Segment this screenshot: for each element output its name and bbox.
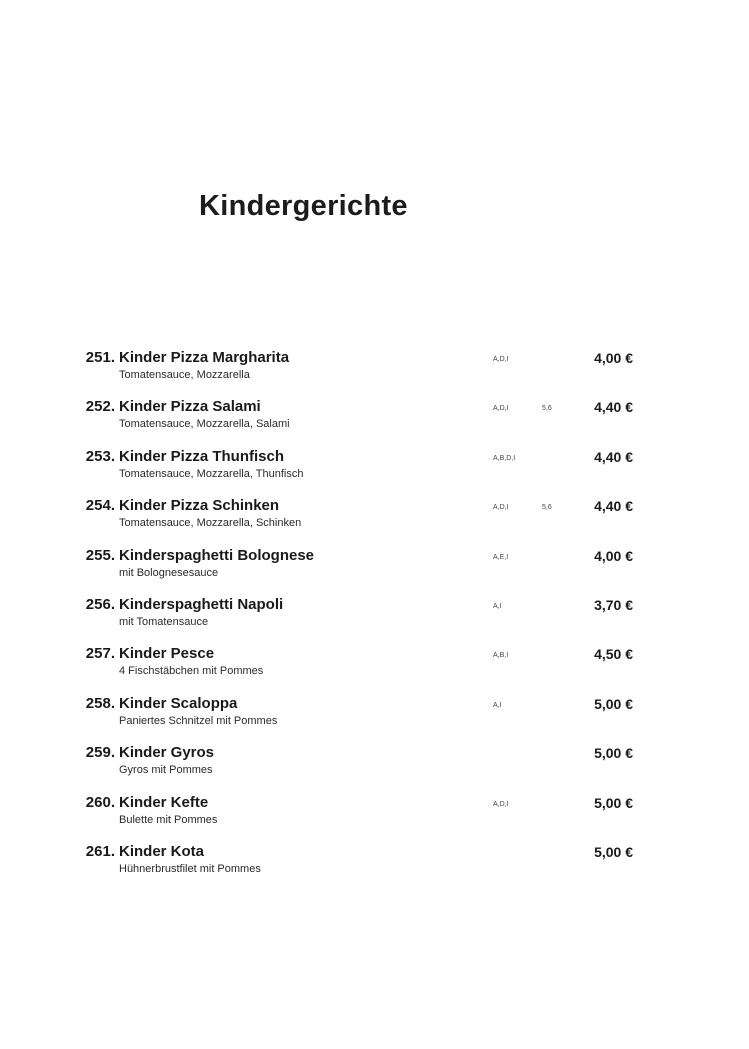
item-price: 4,40 € <box>594 399 633 416</box>
item-name: Kinder Pizza Thunfisch <box>119 447 285 465</box>
item-price: 3,70 € <box>594 596 633 613</box>
item-name: Kinder Scaloppa <box>119 694 238 712</box>
item-allergens: A,D,I <box>493 356 509 363</box>
item-price: 5,00 € <box>594 695 633 712</box>
item-name: Kinderspaghetti Bolognese <box>119 546 315 564</box>
item-number: 254. <box>85 497 115 515</box>
item-number: 257. <box>85 645 115 663</box>
item-price: 5,00 € <box>594 843 633 860</box>
item-allergens: A,I <box>493 602 502 610</box>
item-additives: 5,6 <box>542 504 552 512</box>
item-additives: 5,6 <box>542 405 552 413</box>
item-description: 4 Fischstäbchen mit Pommes <box>119 665 264 678</box>
item-description: mit Bolognesesauce <box>119 566 219 579</box>
item-number: 251. <box>85 349 115 366</box>
item-number: 255. <box>85 546 115 564</box>
menu-list <box>0 348 749 891</box>
item-name: Kinder Pesce <box>119 645 215 663</box>
item-number: 261. <box>85 842 115 860</box>
item-description: Bulette mit Pommes <box>119 813 218 826</box>
item-allergens: A,D,I <box>493 405 509 413</box>
item-name: Kinder Pizza Salami <box>119 398 261 416</box>
item-description: Tomatensauce, Mozzarella, Thunfisch <box>119 467 304 480</box>
item-name: Kinder Kefte <box>119 793 209 811</box>
item-number: 253. <box>85 447 115 465</box>
item-number: 256. <box>85 595 115 613</box>
item-number: 259. <box>85 744 115 762</box>
menu-item <box>0 842 749 891</box>
item-description: Tomatensauce, Mozzarella <box>119 369 250 381</box>
item-allergens: A,B,D,I <box>493 454 516 462</box>
item-name: Kinder Pizza Schinken <box>119 497 280 515</box>
item-allergens: A,D,I <box>493 504 509 512</box>
menu-item <box>0 694 749 743</box>
menu-item <box>0 546 749 595</box>
item-name: Kinderspaghetti Napoli <box>119 595 284 613</box>
item-price: 5,00 € <box>594 794 633 811</box>
item-price: 4,00 € <box>594 547 633 564</box>
item-description: mit Tomatensauce <box>119 615 209 628</box>
item-number: 258. <box>85 694 115 712</box>
item-allergens: A,I <box>493 701 502 709</box>
item-allergens: A,B,I <box>493 652 509 660</box>
item-price: 4,40 € <box>594 498 633 515</box>
menu-item <box>0 743 749 792</box>
item-allergens: A,E,I <box>493 553 509 561</box>
item-description: Tomatensauce, Mozzarella, Schinken <box>119 517 302 530</box>
item-price: 4,50 € <box>594 646 633 663</box>
menu-item <box>0 644 749 693</box>
item-description: Tomatensauce, Mozzarella, Salami <box>119 418 290 431</box>
item-description: Hühnerbrustfilet mit Pommes <box>119 862 261 875</box>
item-price: 5,00 € <box>594 745 633 762</box>
menu-item <box>0 793 749 842</box>
item-price: 4,40 € <box>594 448 633 465</box>
item-price: 4,00 € <box>594 350 633 366</box>
item-description: Paniertes Schnitzel mit Pommes <box>119 714 278 727</box>
item-name: Kinder Kota <box>119 842 205 860</box>
menu-item <box>0 348 749 397</box>
menu-item <box>0 595 749 644</box>
menu-item <box>0 397 749 446</box>
item-number: 252. <box>85 398 115 416</box>
page-title: Kindergerichte <box>199 190 408 222</box>
item-number: 260. <box>85 793 115 811</box>
item-name: Kinder Gyros <box>119 744 215 762</box>
item-name: Kinder Pizza Margharita <box>119 349 290 366</box>
menu-item <box>0 496 749 545</box>
item-allergens: A,D,I <box>493 800 509 808</box>
item-description: Gyros mit Pommes <box>119 764 213 777</box>
menu-item <box>0 447 749 496</box>
